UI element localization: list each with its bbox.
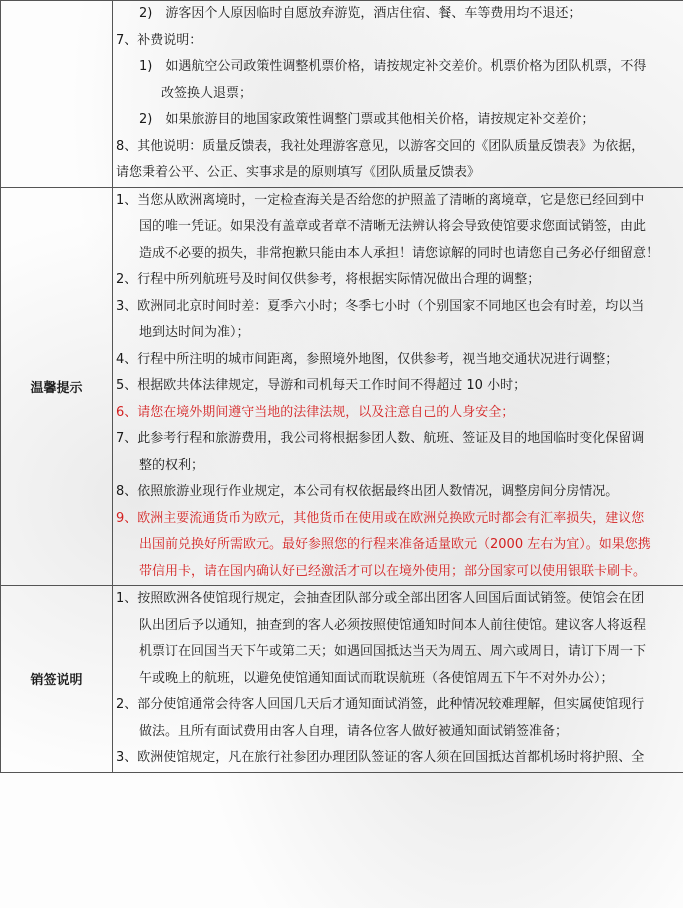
text-line: 午或晚上的航班，以避免使馆通知面试而耽误航班（各使馆周五下午不对外办公）； — [139, 670, 614, 686]
text-line: 2) 如果旅游目的地国家政策性调整门票或其他相关价格，请按规定补交差价； — [139, 112, 595, 127]
text-line: 5、根据欧共体法律规定，导游和司机每天工作时间不得超过 10 小时； — [116, 378, 527, 393]
text-line: 地到达时间为准）； — [139, 325, 250, 340]
text-line: 6、请您在境外期间遵守当地的法律法规，以及注意自己的人身安全； — [116, 404, 515, 420]
text-line: 队出团后予以通知，抽查到的客人必须按照使馆通知时间本人前往使馆。建议客人将返程 — [139, 617, 647, 633]
text-line: 1) 如遇航空公司政策性调整机票价格，请按规定补交差价。机票价格为团队机票，不得 — [139, 59, 647, 74]
text-line: 国的唯一凭证。如果没有盖章或者章不清晰无法辨认将会导致使馆要求您面试销签，由此 — [139, 219, 647, 234]
text-line: 8、依照旅游业现行作业规定，本公司有权依据最终出团人数情况，调整房间分房情况。 — [116, 484, 619, 499]
text-line: 出国前兑换好所需欧元。最好参照您的行程来准备适量欧元（2000 左右为宜）。如果您携 — [139, 537, 651, 552]
text-line: 4、行程中所注明的城市间距离，参照境外地图，仅供参考，视当地交通状况进行调整； — [116, 351, 619, 367]
text-line: 2、部分使馆通常会待客人回国几天后才通知面试消签，此种情况较难理解，但实属使馆现行 — [116, 697, 645, 712]
section-label: 温馨提示 — [1, 187, 113, 586]
text-line: 改签换人退票； — [161, 85, 253, 101]
section-content — [113, 187, 683, 586]
section-content — [113, 586, 683, 773]
warm-tips-section — [1, 187, 683, 586]
text-line: 3、欧洲同北京时间时差：夏季六小时；冬季七小时（个别国家不同地区也会有时差，均以当 — [116, 298, 645, 314]
text-line: 造成不必要的损失，非常抱歉只能由本人承担！请您谅解的同时也请您自己务必仔细留意！ — [139, 245, 660, 261]
notes-continued-section — [1, 1, 683, 188]
text-line: 9、欧洲主要流通货币为欧元，其他货币在使用或在欧洲兑换欧元时都会有汇率损失，建议您 — [116, 510, 645, 526]
text-line: 1、当您从欧洲离境时，一定检查海关是否给您的护照盖了清晰的离境章，它是您已经回到中 — [116, 192, 645, 208]
section-content — [113, 1, 683, 188]
visa-cancellation-section — [1, 586, 683, 773]
section-label: 销签说明 — [1, 586, 113, 773]
text-line: 7、此参考行程和旅游费用，我公司将根据参团人数、航班、签证及目的地国临时变化保留调 — [116, 431, 645, 446]
text-line: 请您秉着公平、公正、实事求是的原则填写《团队质量反馈表》 — [116, 165, 481, 180]
text-line: 机票订在回国当天下午或第二天；如遇回国抵达当天为周五、周六或周日，请订下周一下 — [139, 644, 647, 659]
text-line: 整的权利； — [139, 457, 205, 473]
text-line: 做法。且所有面试费用由客人自理，请各位客人做好被通知面试销签准备； — [139, 723, 569, 739]
text-line: 2、行程中所列航班号及时间仅供参考，将根据实际情况做出合理的调整； — [116, 272, 541, 287]
text-line: 1、按照欧洲各使馆现行规定，会抽查团队部分或全部出团客人回国后面试销签。使馆会在团 — [116, 591, 645, 606]
text-line: 带信用卡，请在国内确认好已经激活才可以在境外使用；部分国家可以使用银联卡刷卡。 — [139, 563, 647, 579]
text-line: 7、补费说明： — [116, 32, 203, 48]
section-label — [1, 1, 113, 188]
text-line: 8、其他说明：质量反馈表，我社处理游客意见，以游客交回的《团队质量反馈表》为依据， — [116, 138, 645, 154]
text-line: 2) 游客因个人原因临时自愿放弃游览，酒店住宿、餐、车等费用均不退还； — [139, 6, 582, 21]
text-line: 3、欧洲使馆规定，凡在旅行社参团办理团队签证的客人须在回国抵达首都机场时将护照、全 — [116, 750, 645, 765]
